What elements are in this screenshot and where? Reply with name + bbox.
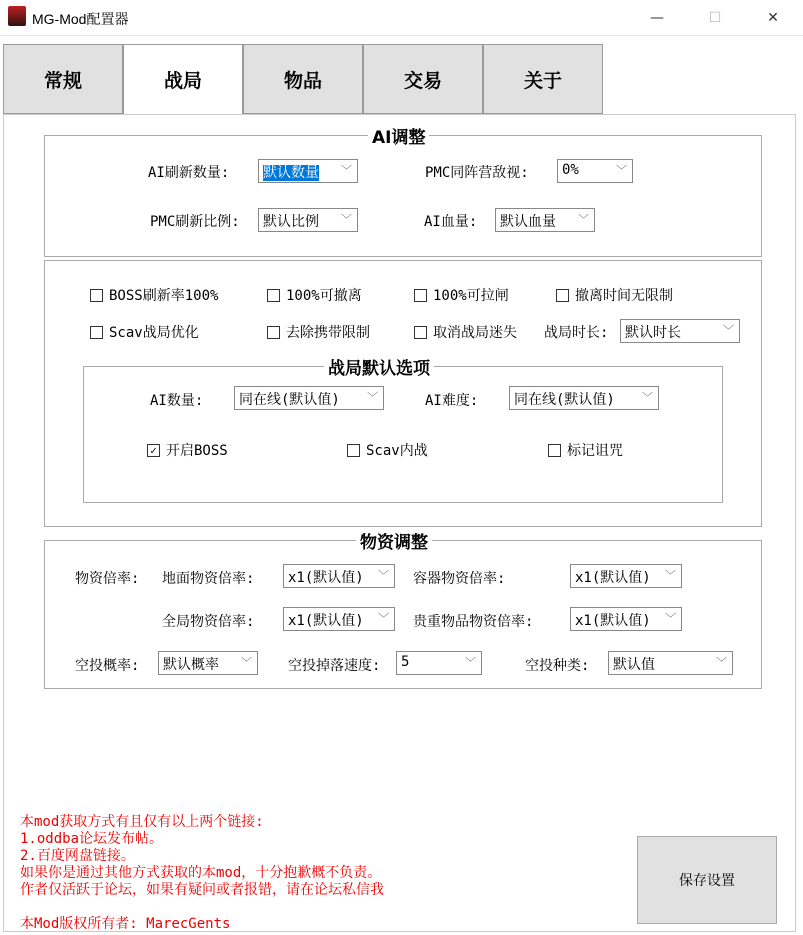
chevron-down-icon: ﹀ <box>241 656 252 669</box>
airdrop-speed-label: 空投掉落速度: <box>288 658 381 674</box>
pmc-ratio-label: PMC刷新比例: <box>150 214 240 230</box>
remove-carry-limit-checkbox[interactable]: 去除携带限制 <box>267 322 370 342</box>
chevron-down-icon: ﹀ <box>616 164 627 177</box>
notice-line: 1.oddba论坛发布帖。 <box>20 831 164 847</box>
unlimited-extract-time-checkbox[interactable]: 撤离时间无限制 <box>556 285 673 305</box>
ai-difficulty-label: AI难度: <box>425 393 479 409</box>
chevron-down-icon: ﹀ <box>378 612 389 625</box>
maximize-button[interactable]: ☐ <box>708 10 722 26</box>
minimize-button[interactable]: — <box>650 10 664 26</box>
notice-line: 作者仅活跃于论坛，如果有疑问或者报错，请在论坛私信我 <box>20 882 384 898</box>
airdrop-speed-select[interactable]: 5 ﹀ <box>396 651 482 675</box>
global-loot-label: 全局物资倍率: <box>162 614 255 630</box>
always-lever-checkbox[interactable]: 100%可拉闸 <box>414 285 509 305</box>
loot-group-title: 物资调整 <box>356 528 432 553</box>
global-loot-select[interactable]: x1(默认值) ﹀ <box>283 607 395 631</box>
notice-line <box>20 899 384 916</box>
notice-text <box>20 814 384 933</box>
scav-war-checkbox[interactable]: Scav内战 <box>347 440 428 460</box>
chevron-down-icon: ﹀ <box>465 656 476 669</box>
ground-loot-label: 地面物资倍率: <box>162 571 255 587</box>
marked-curse-checkbox[interactable]: 标记诅咒 <box>548 440 623 460</box>
notice-line: 2.百度网盘链接。 <box>20 848 135 864</box>
chevron-down-icon: ﹀ <box>665 569 676 582</box>
disable-mia-checkbox[interactable]: 取消战局迷失 <box>414 322 517 342</box>
valuable-loot-label: 贵重物品物资倍率: <box>413 614 534 630</box>
ground-loot-select[interactable]: x1(默认值) ﹀ <box>283 564 395 588</box>
ai-count-select[interactable]: 同在线(默认值) ﹀ <box>234 386 384 410</box>
loot-rate-label: 物资倍率: <box>75 571 140 587</box>
tab-trade[interactable]: 交易 <box>363 44 483 114</box>
boss-spawn-checkbox[interactable]: BOSS刷新率100% <box>90 285 218 305</box>
notice-line: 本mod获取方式有且仅有以上两个链接: <box>20 814 264 830</box>
container-loot-select[interactable]: x1(默认值) ﹀ <box>570 564 682 588</box>
container-loot-label: 容器物资倍率: <box>413 571 506 587</box>
app-icon <box>8 6 26 26</box>
airdrop-type-select[interactable]: 默认值 ﹀ <box>608 651 733 675</box>
ai-group <box>44 128 762 257</box>
title-bar <box>0 0 803 36</box>
check-icon: ✓ <box>147 444 160 457</box>
raid-duration-select[interactable]: 默认时长 ﹀ <box>620 319 740 343</box>
chevron-down-icon: ﹀ <box>378 569 389 582</box>
raid-defaults-title: 战局默认选项 <box>324 354 434 379</box>
chevron-down-icon: ﹀ <box>642 391 653 404</box>
chevron-down-icon: ﹀ <box>367 391 378 404</box>
tab-about[interactable]: 关于 <box>483 44 603 114</box>
ai-hp-select[interactable]: 默认血量 ﹀ <box>495 208 595 232</box>
ai-spawn-count-label: AI刷新数量: <box>148 165 230 181</box>
airdrop-chance-label: 空投概率: <box>75 658 140 674</box>
enable-boss-checkbox[interactable]: ✓ 开启BOSS <box>147 440 228 460</box>
airdrop-chance-select[interactable]: 默认概率 ﹀ <box>158 651 258 675</box>
raid-duration-label: 战局时长: <box>544 325 609 341</box>
chevron-down-icon: ﹀ <box>723 324 734 337</box>
always-extract-checkbox[interactable]: 100%可撤离 <box>267 285 362 305</box>
tab-items[interactable]: 物品 <box>243 44 363 114</box>
chevron-down-icon: ﹀ <box>341 213 352 226</box>
chevron-down-icon: ﹀ <box>665 612 676 625</box>
window-title: MG-Mod配置器 <box>32 11 129 27</box>
close-button[interactable]: ✕ <box>767 10 779 26</box>
save-button[interactable]: 保存设置 <box>637 836 777 924</box>
pmc-hostile-label: PMC同阵营敌视: <box>425 165 529 181</box>
chevron-down-icon: ﹀ <box>341 164 352 177</box>
ai-difficulty-select[interactable]: 同在线(默认值) ﹀ <box>509 386 659 410</box>
scav-optimize-checkbox[interactable]: Scav战局优化 <box>90 322 199 342</box>
ai-count-label: AI数量: <box>150 393 204 409</box>
pmc-ratio-select[interactable]: 默认比例 ﹀ <box>258 208 358 232</box>
chevron-down-icon: ﹀ <box>716 656 727 669</box>
airdrop-type-label: 空投种类: <box>525 658 590 674</box>
valuable-loot-select[interactable]: x1(默认值) ﹀ <box>570 607 682 631</box>
ai-hp-label: AI血量: <box>424 214 478 230</box>
pmc-hostile-select[interactable]: 0% ﹀ <box>557 159 633 183</box>
notice-line: 如果你是通过其他方式获取的本mod，十分抱歉概不负责。 <box>20 865 382 881</box>
copyright-line: 本Mod版权所有者: MarecGents <box>20 916 231 932</box>
tab-general[interactable]: 常规 <box>3 44 123 114</box>
ai-spawn-count-select[interactable]: 默认数量 ﹀ <box>258 159 358 183</box>
ai-group-title: AI调整 <box>368 123 429 148</box>
tab-raid[interactable]: 战局 <box>123 44 243 114</box>
chevron-down-icon: ﹀ <box>578 213 589 226</box>
